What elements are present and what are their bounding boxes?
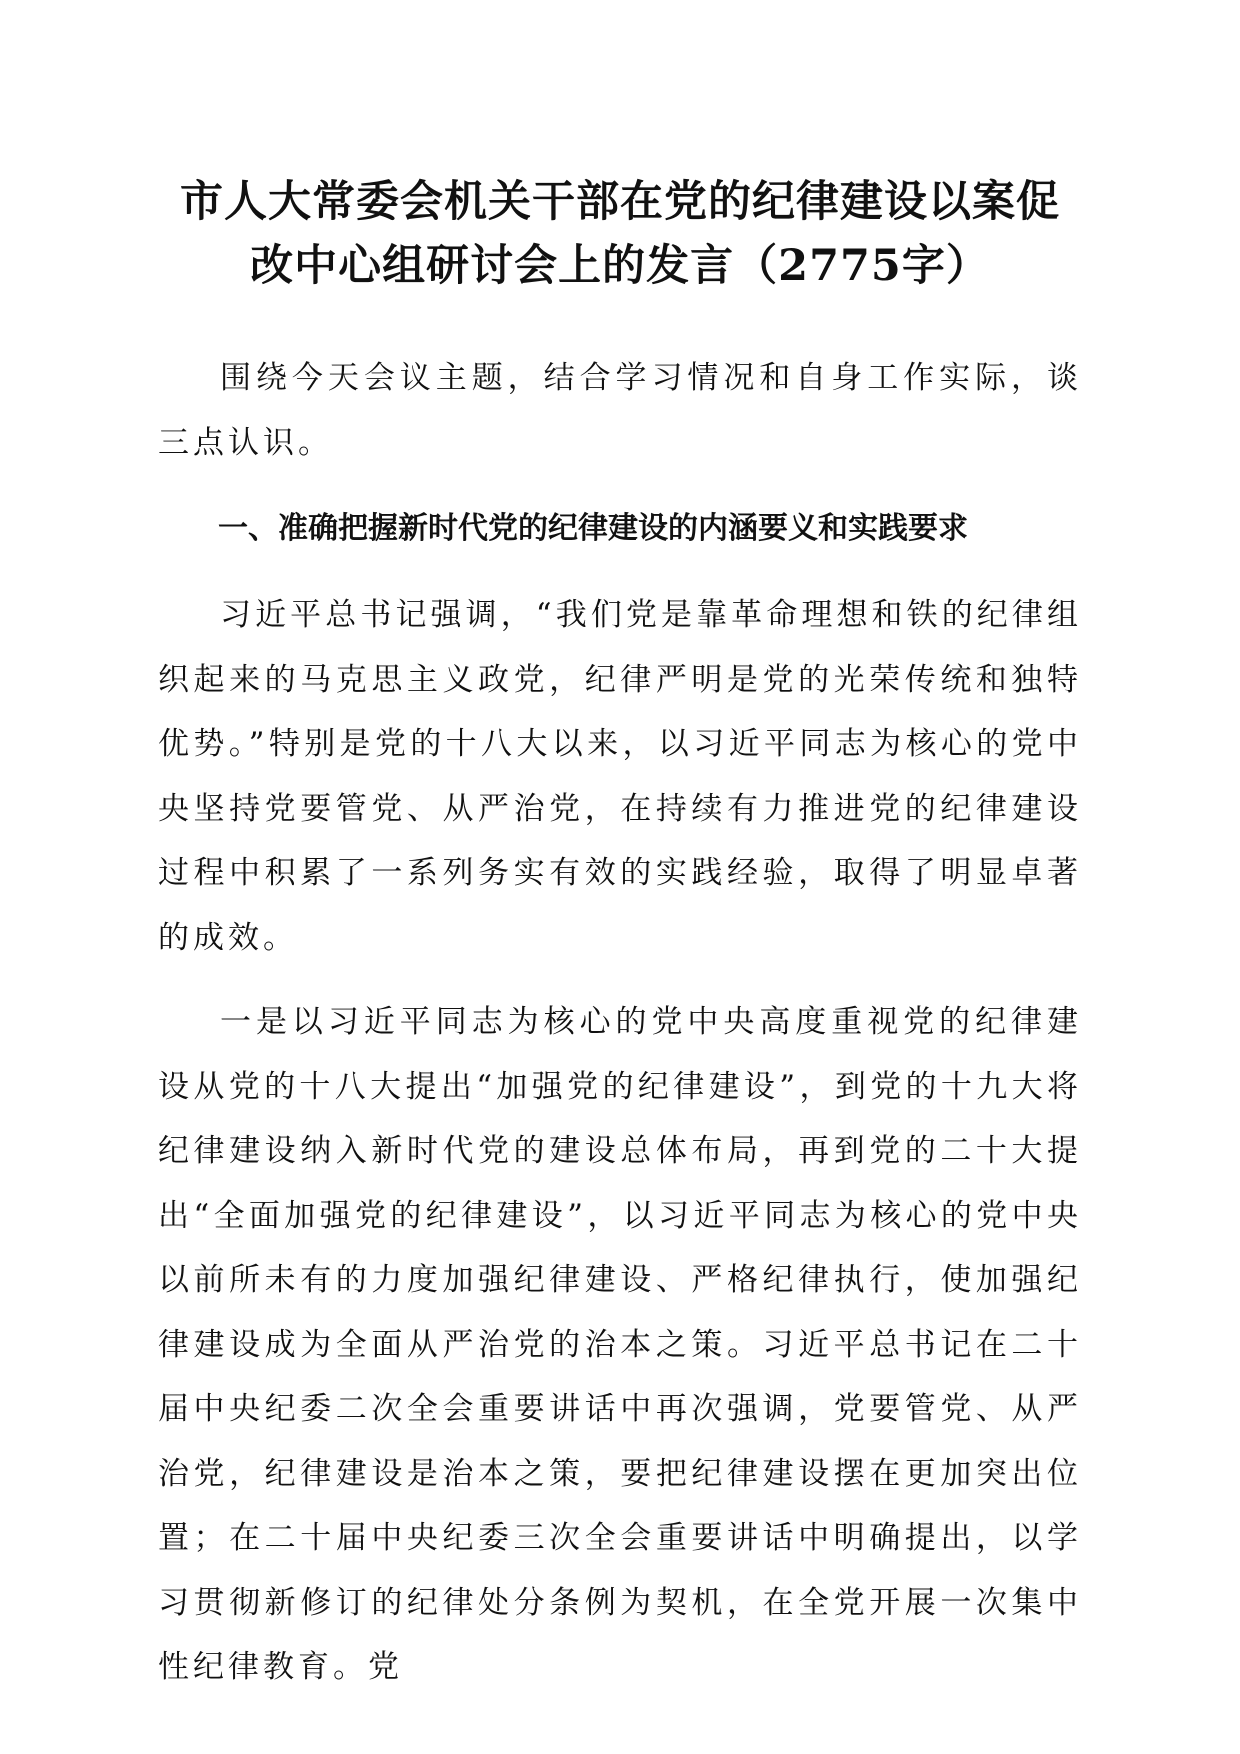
body-paragraph-2: 一是以习近平同志为核心的党中央高度重视党的纪律建设从党的十八大提出“加强党的纪律建设”，到党的十九大将纪律建设纳入新时代党的建设总体布局，再到党的二十大提出“全面加强党的纪律建设”，以习近平同志为核心的党中央以前所未有的力度加强纪律建设、严格纪律执行，使加强纪律建设成为全面从严治党的治本之策。习近平总书记在二十届中央纪委二次全会重要讲话中再次强调，党要管党、从严治党，纪律建设是治本之策，要把纪律建设摆在更加突出位置；在二十届中央纪委三次全会重要讲话中明确提出，以学习贯彻新修订的纪律处分条例为契机，在全党开展一次集中性纪律教育。党	[158, 1004, 1082, 1685]
section-heading-1: 一、准确把握新时代党的纪律建设的内涵要义和实践要求	[218, 511, 968, 546]
body-paragraph-1: 习近平总书记强调，“我们党是靠革命理想和铁的纪律组织起来的马克思主义政党，纪律严明是党的光荣传统和独特优势。”特别是党的十八大以来，以习近平同志为核心的党中央坚持党要管党、从严治党，在持续有力推进党的纪律建设过程中积累了一系列务实有效的实践经验，取得了明显卓著的成效。	[158, 597, 1082, 956]
document-title	[158, 170, 1082, 298]
intro-paragraph: 围绕今天会议主题，结合学习情况和自身工作实际，谈三点认识。	[158, 360, 1082, 461]
title-line-1: 市人大常委会机关干部在党的纪律建设以案促	[180, 177, 1060, 227]
title-line-2: 改中心组研讨会上的发言（2775字）	[250, 241, 990, 291]
